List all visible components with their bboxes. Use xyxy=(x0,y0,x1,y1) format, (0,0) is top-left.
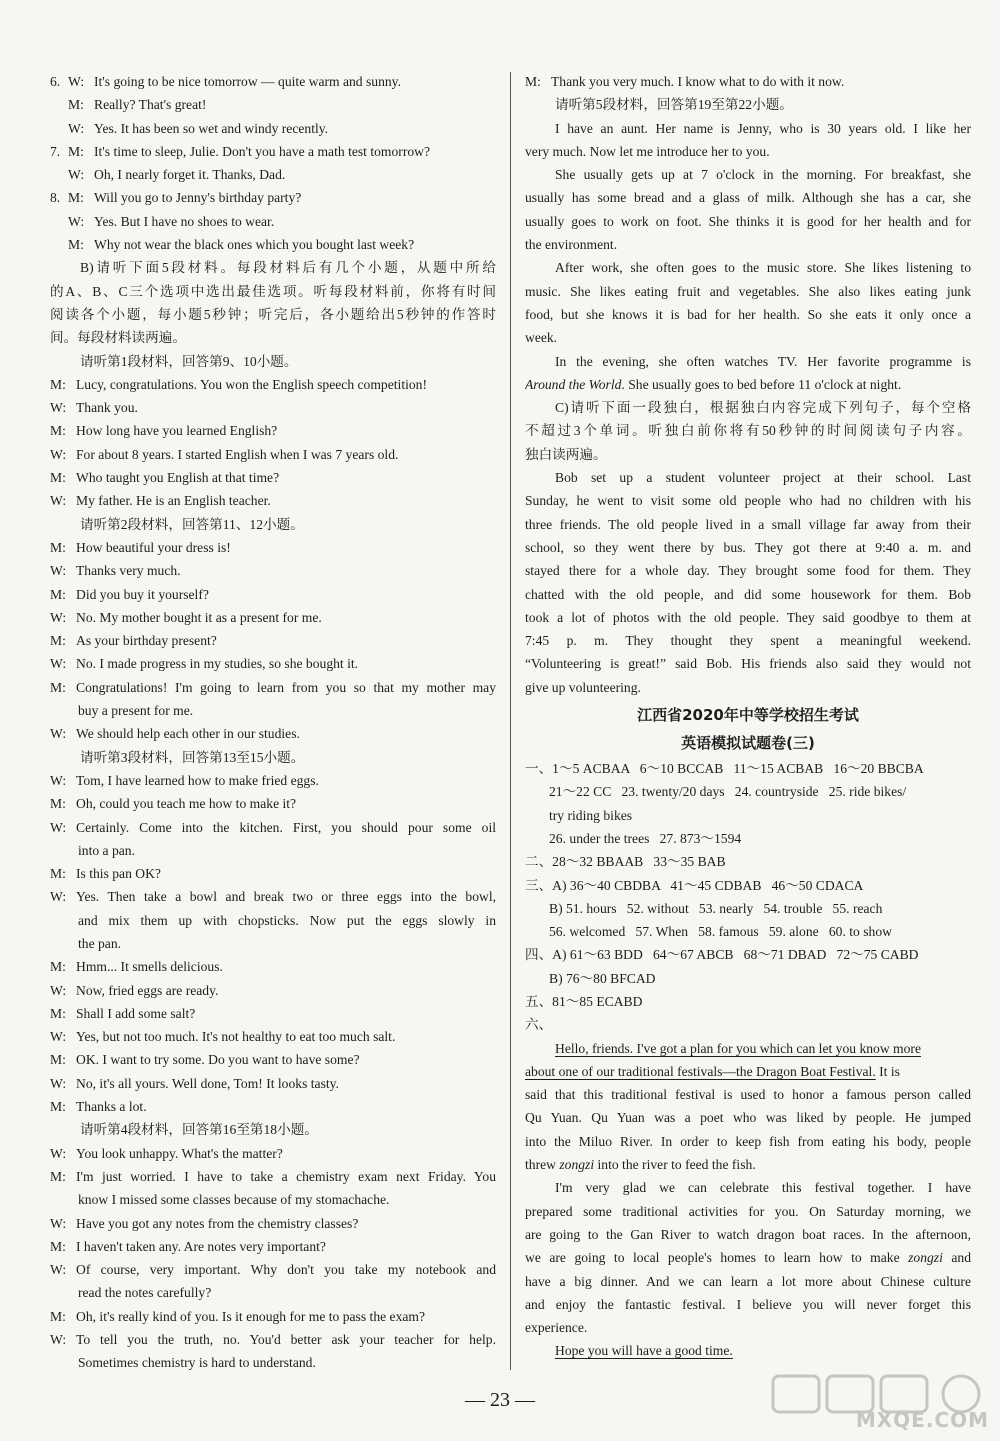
paragraph-line: very much. Now let me introduce her to you. xyxy=(525,143,770,159)
essay-line: I'm very glad we can celebrate this festival together. I have xyxy=(555,1180,971,1196)
dialogue-line xyxy=(50,117,496,140)
dialogue-text: It's going to be nice tomorrow — quite warm and sunny. xyxy=(94,74,401,89)
speaker: M: xyxy=(50,539,66,555)
dialogue-text: Yes, but not too much. It's not healthy to eat too much salt. xyxy=(76,1029,396,1045)
essay-line: are going to the Gan River to watch dragon boat races. In the afternoon, xyxy=(525,1226,971,1242)
dialogue-text: Thank you. xyxy=(76,400,138,416)
dialogue-line xyxy=(50,70,496,93)
essay-line: and enjoy the fantastic festival. I believe you will never forget this xyxy=(525,1296,971,1312)
dialogue-line xyxy=(50,373,496,396)
speaker: M: xyxy=(525,74,541,89)
dialogue-line xyxy=(50,792,496,815)
dialogue-line xyxy=(50,583,496,606)
instruction-text: 不超过3个单词。听独白前你将有50秒钟的时间阅读句子内容。 xyxy=(525,423,971,439)
dialogue-line xyxy=(50,1002,496,1025)
segment-title: 请听第5段材料，回答第19至第22小题。 xyxy=(555,97,793,113)
item-number xyxy=(50,93,68,116)
paragraph-line xyxy=(525,373,971,396)
dialogue-line xyxy=(50,536,496,559)
paragraph-line: school, so they went there by bus. They got there at 9:40 a. m. and xyxy=(525,539,971,555)
speaker: W: xyxy=(50,1075,67,1091)
dialogue-continuation: read the notes carefully? xyxy=(78,1285,212,1301)
speaker: M: xyxy=(50,1005,66,1021)
dialogue-continuation: Sometimes chemistry is hard to understand. xyxy=(78,1355,316,1371)
speaker: M: xyxy=(68,237,84,253)
dialogue-line xyxy=(50,140,496,163)
dialogue-line xyxy=(50,1142,496,1165)
answer-line: B) 51. hours 52. without 53. nearly 54. trouble 55. reach xyxy=(549,900,883,916)
dialogue-text: Is this pan OK? xyxy=(76,866,161,882)
speaker: M: xyxy=(50,423,66,439)
dialogue-text: Now, fried eggs are ready. xyxy=(76,982,219,998)
dialogue-text: Of course, very important. Why don't you take my notebook and xyxy=(76,1262,496,1278)
paragraph-line: 7:45 p. m. They thought they spent a meaningful weekend. xyxy=(525,633,971,649)
essay-line xyxy=(525,1037,971,1060)
dialogue-line xyxy=(50,629,496,652)
speaker: W: xyxy=(50,1332,67,1348)
essay-text: we are going to local people's homes to learn how to make xyxy=(525,1250,909,1266)
dialogue-text: I haven't taken any. Are notes very important? xyxy=(76,1238,326,1254)
dialogue-text: Why not wear the black ones which you bought last week? xyxy=(94,237,415,253)
dialogue-line xyxy=(50,979,496,1002)
essay-line xyxy=(525,1153,971,1176)
dialogue-line xyxy=(50,1212,496,1235)
answer-line: 六、 xyxy=(525,1017,553,1033)
dialogue-text: Yes. It has been so wet and windy recently. xyxy=(94,120,329,136)
dialogue-text: Oh, I nearly forget it. Thanks, Dad. xyxy=(94,167,286,183)
speaker: W: xyxy=(68,74,85,89)
dialogue-line xyxy=(50,1328,496,1351)
speaker: W: xyxy=(50,819,67,835)
speaker: W: xyxy=(68,213,85,229)
paragraph-line: Sunday, he went to visit some old people who had no children with his xyxy=(525,493,971,509)
speaker: W: xyxy=(50,889,67,905)
answer-line: 五、81～85 ECABD xyxy=(525,993,643,1009)
item-number xyxy=(50,210,68,233)
dialogue-line xyxy=(50,163,496,186)
dialogue-text: Will you go to Jenny's birthday party? xyxy=(94,190,302,206)
segment-title: 请听第3段材料，回答第13至15小题。 xyxy=(80,749,305,765)
answer-line: B) 76～80 BFCAD xyxy=(549,970,656,986)
dialogue-text: No, it's all yours. Well done, Tom! It looks tasty. xyxy=(76,1075,339,1091)
dialogue-line xyxy=(50,1072,496,1095)
speaker: W: xyxy=(50,726,67,742)
dialogue-line xyxy=(50,885,496,908)
speaker: W: xyxy=(50,656,67,672)
dialogue-text: We should help each other in our studies. xyxy=(76,726,300,742)
speaker: W: xyxy=(68,120,85,136)
dialogue-line xyxy=(50,676,496,699)
answer-line: try riding bikes xyxy=(549,807,633,823)
paragraph-line: usually goes to work on foot. She thinks it is good for her health and for xyxy=(525,213,971,229)
dialogue-line xyxy=(50,606,496,629)
paragraph-line: give up volunteering. xyxy=(525,679,641,695)
speaker: W: xyxy=(50,772,67,788)
paragraph-line: food, but she knows it is bad for her health. So she eats it only once a xyxy=(525,306,971,322)
dialogue-text: Oh, it's really kind of you. Is it enough for me to pass the exam? xyxy=(76,1308,426,1324)
speaker: M: xyxy=(50,866,66,882)
dialogue-text: Who taught you English at that time? xyxy=(76,470,280,486)
speaker: M: xyxy=(50,959,66,975)
answer-line: 三、A) 36～40 CBDBA 41～45 CDBAB 46～50 CDACA xyxy=(525,877,864,893)
dialogue-text: For about 8 years. I started English when I was 7 years old. xyxy=(76,446,399,462)
dialogue-line xyxy=(50,466,496,489)
speaker: M: xyxy=(50,1168,66,1184)
speaker: M: xyxy=(50,796,66,812)
dialogue-line xyxy=(50,1095,496,1118)
speaker: M: xyxy=(50,1099,66,1115)
speaker: M: xyxy=(50,1238,66,1254)
right-column xyxy=(525,70,971,1363)
essay-text: threw xyxy=(525,1157,560,1173)
dialogue-text: Shall I add some salt? xyxy=(76,1005,196,1021)
dialogue-text: How beautiful your dress is! xyxy=(76,539,231,555)
underlined-opening: about one of our traditional festivals—the Dragon Boat Festival. xyxy=(525,1063,876,1079)
dialogue-text: No. My mother bought it as a present for me. xyxy=(76,609,322,625)
dialogue-continuation: buy a present for me. xyxy=(78,703,194,719)
dialogue-text: My father. He is an English teacher. xyxy=(76,493,271,509)
dialogue-line xyxy=(50,862,496,885)
essay-line xyxy=(525,1246,971,1269)
essay-line: experience. xyxy=(525,1320,588,1336)
dialogue-text: Congratulations! I'm going to learn from you so that my mother may xyxy=(76,679,496,695)
dialogue-text: Certainly. Come into the kitchen. First, you should pour some oil xyxy=(76,819,496,835)
dialogue-text: It's time to sleep, Julie. Don't you have a math test tomorrow? xyxy=(94,143,430,159)
paragraph-line: Bob set up a student volunteer project at their school. Last xyxy=(555,470,971,486)
essay-text: into the river to feed the fish. xyxy=(594,1157,756,1173)
dialogue-line xyxy=(50,1305,496,1328)
dialogue-line xyxy=(50,419,496,442)
dialogue-line xyxy=(50,1165,496,1188)
paragraph-line: stayed there for a whole day. They brought some food for them. They xyxy=(525,563,971,579)
dialogue-text: OK. I want to try some. Do you want to have some? xyxy=(76,1052,360,1068)
dialogue-text: Yes. But I have no shoes to wear. xyxy=(94,213,275,229)
speaker: W: xyxy=(50,982,67,998)
item-number: 7. xyxy=(50,143,61,159)
paragraph-line: the environment. xyxy=(525,237,618,253)
speaker: W: xyxy=(50,1145,67,1161)
speaker: M: xyxy=(50,679,66,695)
dialogue-line xyxy=(50,93,496,116)
dialogue-line xyxy=(50,396,496,419)
instruction-text: B)请听下面5段材料。每段材料后有几个小题，从题中所给 xyxy=(80,260,496,276)
dialogue-continuation: and mix them up with chopsticks. Now put the eggs slowly in xyxy=(78,912,496,928)
italic-word: zongzi xyxy=(908,1250,943,1266)
answer-line: 四、A) 61～63 BDD 64～67 ABCB 68～71 DBAD 72～75 CABD xyxy=(525,947,919,963)
paragraph-line: chatted with the old people, and did some housework for them. Bob xyxy=(525,586,971,602)
item-number xyxy=(50,117,68,140)
dialogue-text: Really? That's great! xyxy=(94,97,207,113)
paragraph-line: After work, she often goes to the music store. She likes listening to xyxy=(555,260,971,276)
dialogue-text: I'm just worried. I have to take a chemistry exam next Friday. You xyxy=(76,1168,496,1184)
dialogue-line xyxy=(525,70,971,93)
dialogue-line xyxy=(50,769,496,792)
speaker: W: xyxy=(68,167,85,183)
dialogue-text: As your birthday present? xyxy=(76,633,217,649)
speaker: M: xyxy=(50,1308,66,1324)
dialogue-text: No. I made progress in my studies, so she bought it. xyxy=(76,656,359,672)
dialogue-text: Thanks a lot. xyxy=(76,1099,147,1115)
item-number xyxy=(50,163,68,186)
exam-title: 江西省2020年中等学校招生考试 xyxy=(637,706,859,725)
dialogue-text: Have you got any notes from the chemistry classes? xyxy=(76,1215,359,1231)
dialogue-line xyxy=(50,489,496,512)
dialogue-line xyxy=(50,210,496,233)
paragraph-line: three friends. The old people lived in a small village far away from their xyxy=(525,516,971,532)
instruction-text: C)请听下面一段独白，根据独白内容完成下列句子，每个空格 xyxy=(555,400,971,416)
essay-line: said that this traditional festival is used to honor a famous person called xyxy=(525,1087,971,1103)
dialogue-continuation: know I missed some classes because of my stomachache. xyxy=(78,1192,390,1208)
left-column xyxy=(50,70,496,1375)
paragraph-text: . She usually goes to bed before 11 o'clock at night. xyxy=(621,376,902,392)
essay-line: into the Miluo River. In order to keep fish from eating his body, people xyxy=(525,1133,971,1149)
segment-title: 请听第4段材料，回答第16至第18小题。 xyxy=(80,1122,318,1138)
dialogue-text: Hmm... It smells delicious. xyxy=(76,959,223,975)
dialogue-line xyxy=(50,443,496,466)
paragraph-line: “Volunteering is great!” said Bob. His friends also said they would not xyxy=(525,656,971,672)
item-number: 8. xyxy=(50,190,61,206)
answer-line: 56. welcomed 57. When 58. famous 59. alone 60. to show xyxy=(549,924,892,940)
essay-line: prepared some traditional activities for you. On Saturday morning, we xyxy=(525,1203,971,1219)
item-number: 6. xyxy=(50,74,61,89)
dialogue-text: Oh, could you teach me how to make it? xyxy=(76,796,297,812)
page-number: — 23 — xyxy=(465,1389,535,1411)
dialogue-line xyxy=(50,955,496,978)
paragraph-line: I have an aunt. Her name is Jenny, who is 30 years old. I like her xyxy=(555,120,971,136)
dialogue-line xyxy=(50,1235,496,1258)
instruction-text: 阅读各个小题，每小题5秒钟；听完后，各小题给出5秒钟的作答时 xyxy=(50,306,496,322)
dialogue-text: How long have you learned English? xyxy=(76,423,278,439)
dialogue-line xyxy=(50,1025,496,1048)
essay-text: It is xyxy=(875,1063,900,1079)
instruction-text: 间。每段材料读两遍。 xyxy=(50,330,186,346)
segment-title: 请听第1段材料，回答第9、10小题。 xyxy=(80,353,298,369)
essay-line xyxy=(525,1339,971,1362)
essay-line xyxy=(525,1060,971,1083)
speaker: M: xyxy=(68,97,84,113)
speaker: W: xyxy=(50,446,67,462)
dialogue-line xyxy=(50,722,496,745)
answer-line: 21～22 CC 23. twenty/20 days 24. countryside 25. ride bikes/ xyxy=(549,784,907,800)
underlined-opening: Hello, friends. I've got a plan for you which can let you know more xyxy=(555,1040,921,1056)
speaker: M: xyxy=(50,470,66,486)
dialogue-line xyxy=(50,1258,496,1281)
speaker: W: xyxy=(50,1262,67,1278)
underlined-closing: Hope you will have a good time. xyxy=(555,1343,733,1359)
dialogue-text: Yes. Then take a bowl and break two or three eggs into the bowl, xyxy=(76,889,496,905)
speaker: M: xyxy=(68,143,84,159)
dialogue-line xyxy=(50,559,496,582)
dialogue-line xyxy=(50,816,496,839)
essay-text: and xyxy=(942,1250,971,1266)
speaker: M: xyxy=(50,586,66,602)
speaker: W: xyxy=(50,609,67,625)
dialogue-text: Thanks very much. xyxy=(76,563,181,579)
speaker: W: xyxy=(50,1029,67,1045)
answer-line: 一、1～5 ACBAA 6～10 BCCAB 11～15 ACBAB 16～20 BBCBA xyxy=(525,761,924,777)
dialogue-text: You look unhappy. What's the matter? xyxy=(76,1145,283,1161)
dialogue-text: Lucy, congratulations. You won the English speech competition! xyxy=(76,376,427,392)
segment-title: 请听第2段材料，回答第11、12小题。 xyxy=(80,516,304,532)
dialogue-text: To tell you the truth, no. You'd better ask your teacher for help. xyxy=(76,1332,496,1348)
speaker: W: xyxy=(50,400,67,416)
paragraph-line: In the evening, she often watches TV. Her favorite programme is xyxy=(555,353,971,369)
essay-line: have a big dinner. And we can learn a lot more about Chinese culture xyxy=(525,1273,971,1289)
paragraph-line: She usually gets up at 7 o'clock in the morning. For breakfast, she xyxy=(555,167,971,183)
speaker: M: xyxy=(50,1052,66,1068)
dialogue-text: Did you buy it yourself? xyxy=(76,586,209,602)
speaker: M: xyxy=(68,190,84,206)
answer-line: 26. under the trees 27. 873～1594 xyxy=(549,830,742,846)
dialogue-line xyxy=(50,1048,496,1071)
answer-line: 二、28～32 BBAAB 33～35 BAB xyxy=(525,854,726,870)
speaker: M: xyxy=(50,633,66,649)
italic-word: zongzi xyxy=(559,1157,595,1173)
speaker: W: xyxy=(50,1215,67,1231)
paragraph-line: usually has some bread and a glass of milk. Although she has a car, she xyxy=(525,190,971,206)
dialogue-line xyxy=(50,186,496,209)
instruction-text: 独白读两遍。 xyxy=(525,446,607,462)
column-divider xyxy=(510,72,511,1370)
exam-subtitle: 英语模拟试题卷(三) xyxy=(681,734,815,753)
speaker: M: xyxy=(50,376,66,392)
essay-line: Qu Yuan. Qu Yuan was a poet who was liked by people. He jumped xyxy=(525,1110,971,1126)
programme-title: Around the World xyxy=(525,376,622,392)
dialogue-continuation: into a pan. xyxy=(78,842,136,858)
paragraph-line: took a lot of photos with the old people. They said goodbye to them at xyxy=(525,609,971,625)
instruction-text: 的A、B、C三个选项中选出最佳选项。听每段材料前，你将有时间 xyxy=(50,283,496,299)
dialogue-text: Tom, I have learned how to make fried eggs. xyxy=(76,772,319,788)
speaker: W: xyxy=(50,493,67,509)
item-number xyxy=(50,233,68,256)
dialogue-line xyxy=(50,233,496,256)
dialogue-continuation: the pan. xyxy=(78,935,122,951)
paragraph-line: week. xyxy=(525,330,558,346)
watermark-logo xyxy=(765,1372,995,1436)
speaker: W: xyxy=(50,563,67,579)
dialogue-line xyxy=(50,652,496,675)
watermark-text: MXQE.COM xyxy=(855,1408,989,1432)
paragraph-line: music. She likes eating fruit and vegetables. She also likes eating junk xyxy=(525,283,971,299)
dialogue-text: Thank you very much. I know what to do with it now. xyxy=(551,74,845,89)
